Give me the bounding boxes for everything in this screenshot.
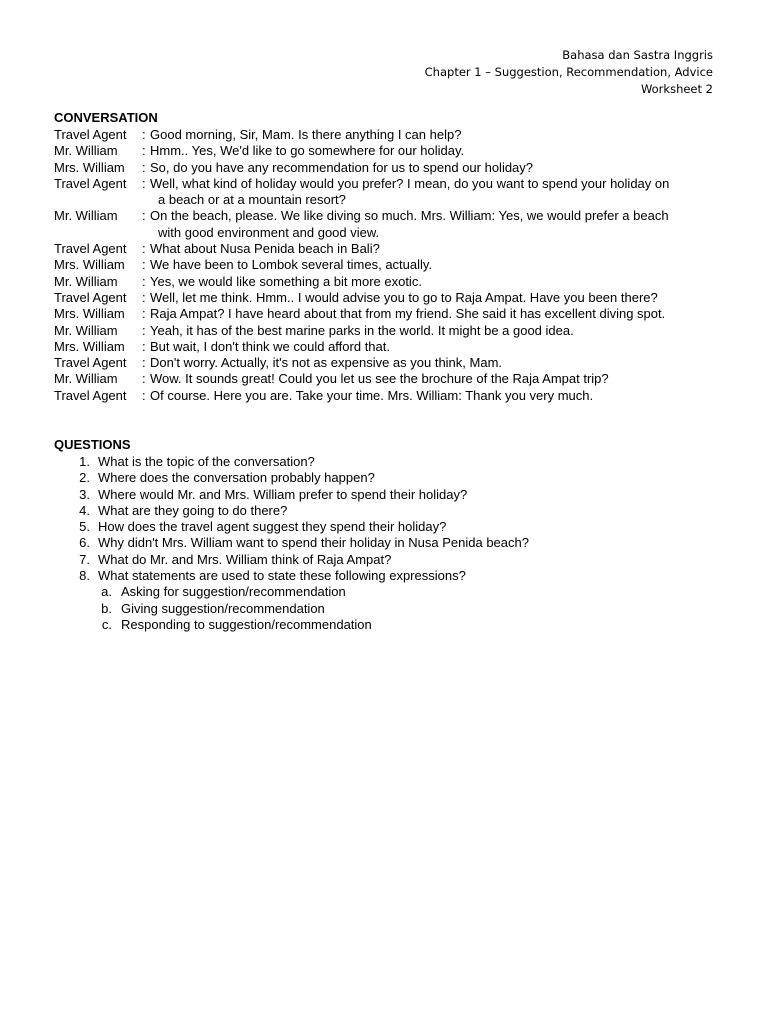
dialogue-text xyxy=(150,290,724,306)
dialogue-line: Wow. It sounds great! Could you let us see the brochure of the Raja Ampat trip? xyxy=(150,371,609,387)
colon-separator: : xyxy=(142,371,146,387)
dialogue-line: Well, what kind of holiday would you prefer? I mean, do you want to spend your holiday on xyxy=(150,175,670,191)
conversation-heading: CONVERSATION xyxy=(54,110,158,125)
conversation-turn xyxy=(54,176,724,209)
dialogue-line: Don't worry. Actually, it's not as expensive as you think, Mam. xyxy=(150,355,503,371)
conversation-turn xyxy=(54,257,724,273)
colon-separator: : xyxy=(142,273,146,289)
colon-separator: : xyxy=(142,289,146,305)
dialogue-line: But wait, I don't think we could afford that. xyxy=(150,338,390,354)
question-item xyxy=(54,568,724,584)
colon-separator: : xyxy=(142,355,146,371)
dialogue-text xyxy=(150,208,724,241)
dialogue-text xyxy=(150,274,724,290)
speaker-name: Mrs. William xyxy=(54,159,125,175)
colon-separator: : xyxy=(142,306,146,322)
dialogue-text xyxy=(150,160,724,176)
question-text: What do Mr. and Mrs. William think of Raja Ampat? xyxy=(98,551,392,567)
colon-separator: : xyxy=(142,127,146,142)
dialogue-continuation: a beach or at a mountain resort? xyxy=(158,192,346,208)
question-number: 4. xyxy=(79,502,90,518)
speaker-name: Mrs. William xyxy=(54,306,125,322)
question-number: 8. xyxy=(79,568,90,584)
speaker-name: Travel Agent xyxy=(54,241,127,257)
questions-list xyxy=(54,454,724,633)
conversation-turn xyxy=(54,323,724,339)
conversation-turn xyxy=(54,355,724,371)
header-subject: Bahasa dan Sastra Inggris xyxy=(562,48,713,62)
dialogue-text xyxy=(150,323,724,339)
colon-separator: : xyxy=(142,338,146,354)
dialogue-text xyxy=(150,143,724,159)
colon-separator: : xyxy=(142,159,146,175)
question-text: What is the topic of the conversation? xyxy=(98,454,315,469)
document-header xyxy=(425,47,713,98)
conversation-turn xyxy=(54,127,724,143)
question-number: 5. xyxy=(79,519,90,535)
speaker-name: Travel Agent xyxy=(54,355,127,371)
speaker-name: Mr. William xyxy=(54,371,118,387)
conversation-turn xyxy=(54,208,724,241)
dialogue-text xyxy=(150,127,724,143)
question-text: Where does the conversation probably happen? xyxy=(98,470,375,486)
conversation-turn xyxy=(54,388,724,404)
dialogue-line: We have been to Lombok several times, actually. xyxy=(150,257,433,273)
conversation-turn xyxy=(54,371,724,387)
dialogue-text xyxy=(150,355,724,371)
subitem-text: Asking for suggestion/recommendation xyxy=(121,584,346,600)
conversation-turn xyxy=(54,241,724,257)
subitem-letter: a. xyxy=(101,584,112,600)
colon-separator: : xyxy=(142,143,146,159)
dialogue-line: Yes, we would like something a bit more exotic. xyxy=(150,273,422,289)
speaker-name: Mr. William xyxy=(54,208,118,224)
dialogue-text xyxy=(150,388,724,404)
question-item xyxy=(54,454,724,470)
dialogue-text xyxy=(150,371,724,387)
conversation-block xyxy=(54,127,724,404)
dialogue-line: So, do you have any recommendation for us to spend our holiday? xyxy=(150,159,534,175)
question-text: What are they going to do there? xyxy=(98,502,288,518)
question-item xyxy=(54,470,724,486)
question-item xyxy=(54,519,724,535)
question-subitem xyxy=(54,601,724,617)
dialogue-line: Good morning, Sir, Mam. Is there anything I can help? xyxy=(150,127,462,142)
colon-separator: : xyxy=(142,175,146,191)
subitem-letter: c. xyxy=(101,616,112,632)
subitem-text: Giving suggestion/recommendation xyxy=(121,600,325,616)
subitem-text: Responding to suggestion/recommendation xyxy=(121,616,372,632)
question-item xyxy=(54,552,724,568)
speaker-name: Mr. William xyxy=(54,273,118,289)
colon-separator: : xyxy=(142,257,146,273)
question-text: Where would Mr. and Mrs. William prefer to spend their holiday? xyxy=(98,486,468,502)
speaker-name: Travel Agent xyxy=(54,127,127,142)
question-number: 7. xyxy=(79,551,90,567)
questions-heading: QUESTIONS xyxy=(54,437,131,452)
speaker-name: Travel Agent xyxy=(54,289,127,305)
question-number: 6. xyxy=(79,535,90,551)
question-number: 3. xyxy=(79,486,90,502)
dialogue-text xyxy=(150,257,724,273)
question-number: 2. xyxy=(79,470,90,486)
header-worksheet: Worksheet 2 xyxy=(640,82,713,96)
speaker-name: Mr. William xyxy=(54,322,118,338)
dialogue-line: On the beach, please. We like diving so much. Mrs. William: Yes, we would prefer a beach xyxy=(150,208,669,224)
colon-separator: : xyxy=(142,387,146,403)
subitem-letter: b. xyxy=(101,600,112,616)
dialogue-line: What about Nusa Penida beach in Bali? xyxy=(150,241,380,257)
question-number: 1. xyxy=(79,454,90,469)
dialogue-text xyxy=(150,306,724,322)
speaker-name: Travel Agent xyxy=(54,387,127,403)
dialogue-line: Raja Ampat? I have heard about that from my friend. She said it has excellent diving spot. xyxy=(150,306,666,322)
dialogue-line: Of course. Here you are. Take your time. Mrs. William: Thank you very much. xyxy=(150,387,594,403)
dialogue-text xyxy=(150,339,724,355)
dialogue-line: Well, let me think. Hmm.. I would advise you to go to Raja Ampat. Have you been there? xyxy=(150,289,658,305)
dialogue-line: Yeah, it has of the best marine parks in the world. It might be a good idea. xyxy=(150,322,574,338)
colon-separator: : xyxy=(142,208,146,224)
colon-separator: : xyxy=(142,241,146,257)
speaker-name: Mr. William xyxy=(54,143,118,159)
speaker-name: Mrs. William xyxy=(54,257,125,273)
conversation-turn xyxy=(54,143,724,159)
conversation-turn xyxy=(54,306,724,322)
colon-separator: : xyxy=(142,322,146,338)
conversation-turn xyxy=(54,290,724,306)
conversation-turn xyxy=(54,339,724,355)
dialogue-text xyxy=(150,176,724,209)
speaker-name: Mrs. William xyxy=(54,338,125,354)
header-chapter: Chapter 1 – Suggestion, Recommendation, Advice xyxy=(424,65,713,79)
question-item xyxy=(54,503,724,519)
conversation-turn xyxy=(54,160,724,176)
dialogue-continuation: with good environment and good view. xyxy=(158,224,380,240)
question-text: What statements are used to state these following expressions? xyxy=(98,568,466,584)
speaker-name: Travel Agent xyxy=(54,175,127,191)
conversation-turn xyxy=(54,274,724,290)
question-subitem xyxy=(54,584,724,600)
question-item xyxy=(54,535,724,551)
dialogue-text xyxy=(150,241,724,257)
question-item xyxy=(54,487,724,503)
dialogue-line: Hmm.. Yes, We'd like to go somewhere for our holiday. xyxy=(150,143,465,159)
question-text: Why didn't Mrs. William want to spend their holiday in Nusa Penida beach? xyxy=(98,535,529,551)
question-subitem xyxy=(54,617,724,633)
question-text: How does the travel agent suggest they spend their holiday? xyxy=(98,519,447,535)
